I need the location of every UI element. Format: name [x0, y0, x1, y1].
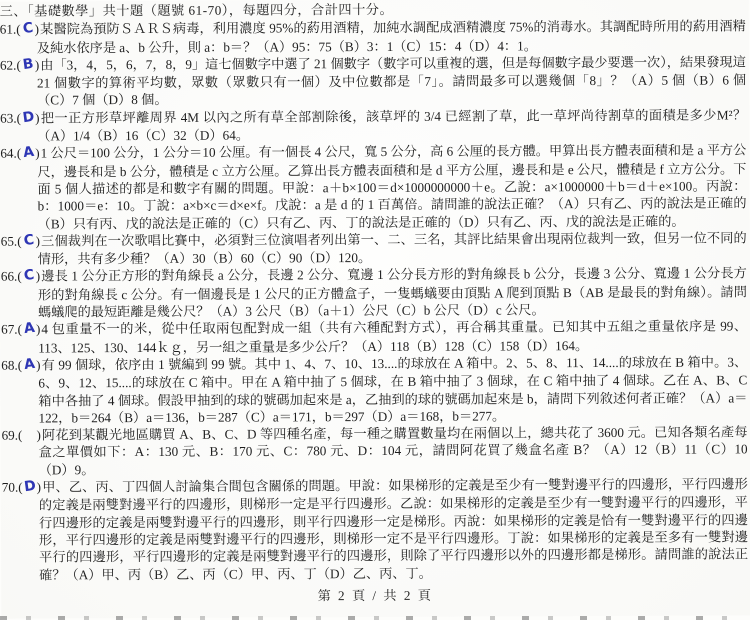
question-65 [1, 229, 747, 268]
question-63 [0, 106, 746, 145]
answer-paren-close: ) [34, 57, 41, 73]
handwritten-answer: A [22, 144, 35, 162]
question-66 [1, 265, 747, 321]
answer-paren-open: ( [18, 427, 24, 443]
question-text: 阿花到某觀光地區購買 A、B、C、D 等四種名產，每一種之購置數量均在兩個以上，總共花了 3600 元。已知各類名產每盒之單價如下：A：130 元、B：170 元、C：780 元、D：104 元，請問阿花買了幾盒名產 B？（A）12（B）11（C）10（D）9。 [38, 424, 748, 478]
handwritten-answer: C [22, 267, 36, 285]
answer-paren-open: ( [17, 233, 23, 249]
question-text: 邊長 1 公分正方形的對角線長 a 公分，長邊 2 公分、寬邊 1 公分長方形的對角線長 b 公分，長邊 3 公分、寬邊 1 公分長方形的對角線長 c 公分。有一個邊長是 1 公尺的正方體盒子，一隻螞蟻要由頂點 A 爬到頂點 B（AB 是最長的對角線）。請問螞蟻爬的最短距離是幾公尺？（A）3 公尺（B）（a＋1）公尺（C）b 公尺（D）c 公尺。 [37, 265, 747, 320]
answer-paren-close: ) [36, 427, 42, 443]
question-number: 70. [1, 479, 19, 495]
question-number: 61. [0, 21, 17, 37]
answer-paren-close: ) [36, 357, 42, 373]
answer-paren-close: ) [36, 479, 43, 495]
page-footer: 第 2 頁 / 共 2 頁 [317, 587, 433, 604]
handwritten-answer: A [22, 320, 36, 338]
question-number: 69. [1, 427, 19, 443]
question-67 [1, 318, 747, 357]
question-text: 把一正方形草坪離周界 4M 以內之所有草全部割除後，該草坪的 3/4 已經割了草，此一草坪尚待割草的面積是多少M²？（A）1/4（B）16（C）32（D）64。 [37, 107, 747, 144]
handwritten-answer: C [22, 231, 35, 249]
question-text: 某醫院為預防ＳＡＲＳ病毒，利用濃度 95%的葯用酒精，加純水調配成酒精濃度 75%的消毒水。其調配時所用的葯用酒精及純水依序是 a、b 公升，則 a：b＝？（A）95：75（B）3：1（C）15：4（D）4：1。 [36, 18, 746, 56]
question-text: 甲、乙、丙、丁四個人討論集合間包含關係的問題。甲說：如果梯形的定義是至少有一雙對邊平行的四邊形，平行四邊形的定義是兩雙對邊平行的四邊形，則梯形一定是平行四邊形。乙說：如果梯形的定義是至少有一雙對邊平行的四邊形，平行四邊形的定義是兩雙對邊平行的四邊形，則平行四邊形一定是梯形。丙說：如果梯形的定義是恰有一雙對邊平行的四邊形，平行四邊形的定義是兩雙對邊平行的四邊形，則梯形一定不是平行四邊形。丁說：如果梯形的定義是至多有一雙對邊平行的四邊形，平行四邊形的定義是兩雙對邊平行的四邊形，則除了平行四邊形以外的四邊形都是梯形。請問誰的說法正確？（A）甲、丙（B）乙、丙（C）甲、丙、丁（D）乙、丙、丁。 [38, 476, 749, 582]
question-text: 由「3，4，5，6，7，8，9」這七個數字中選了 21 個數字（數字可以重複的選，但是每個數字最少要選一次），結果發現這 21 個數字的算術平均數，眾數（眾數只有一個）及中位數都是「7」。請問最多可以選幾個「8」？（A）5 個（B）6 個（C）7 個（D）8 個。 [36, 54, 747, 108]
answer-paren-close: ) [35, 145, 41, 161]
answer-paren-open: ( [16, 21, 22, 37]
question-70 [2, 475, 748, 583]
answer-paren-open: ( [17, 357, 24, 373]
handwritten-answer: A [23, 355, 36, 374]
handwritten-answer: D [23, 477, 37, 496]
answer-paren-open: ( [17, 268, 23, 285]
answer-paren-open: ( [18, 479, 24, 495]
answer-paren-close: ) [35, 233, 42, 249]
question-69 [2, 424, 748, 479]
section-header: 三、「基礎數學」共十題（題號 61-70），每題四分，合計四十分。 [0, 1, 394, 19]
question-number: 65. [0, 233, 18, 249]
question-62 [0, 53, 746, 109]
answer-paren-open: ( [16, 145, 23, 161]
handwritten-answer: C [21, 20, 35, 38]
handwritten-answer: B [21, 55, 35, 74]
scan-bottom-edge-artifact [0, 616, 750, 620]
question-number: 67. [1, 321, 18, 337]
question-number: 68. [1, 357, 18, 373]
answer-paren-open: ( [16, 57, 22, 73]
question-number: 64. [0, 145, 17, 162]
answer-paren-close: ) [34, 21, 41, 37]
handwritten-answer: D [21, 108, 36, 126]
question-number: 62. [0, 57, 17, 73]
question-64 [0, 142, 746, 233]
question-number: 63. [0, 110, 17, 126]
question-number: 66. [0, 269, 18, 285]
question-68 [1, 353, 747, 426]
question-text: 有 99 個球，依序由 1 號編到 99 號。其中 1、4、7、10、13....的球放在 A 箱中。2、5、8、11、14....的球放在 B 箱中。3、6、9、12、15....的球放在 C 箱中。甲在 A 箱中抽了 5 個球，在 B 箱中抽了 3 個球，在 C 箱中抽了 4 個球。乙在 A、B、C 箱中各抽了 4 個球。假設甲抽到的球的號碼加起來是 a，乙抽到的球的號碼加起來是 b，請問下列敘述何者正確？（A）a＝122，b＝264（B）a＝136，b＝287（C）a＝171，b＝297（D）a＝168，b＝277。 [38, 354, 748, 426]
handwritten-answer-blank [23, 438, 36, 440]
question-61 [0, 18, 746, 57]
answer-paren-open: ( [16, 110, 23, 126]
answer-paren-close: ) [35, 321, 42, 337]
question-text: 1 公尺＝100 公分，1 公分＝10 公厘。有一個長 4 公尺，寬 5 公分，高 6 公厘的長方體。甲算出長方體表面積和是 a 平方公尺，邊長和是 b 公分，體積是 c 立方公厘。乙算出長方體表面積和是 d 平方公厘，邊長和是 e 公尺，體積是 f 立方公分。下面 5 個人描述的都是和數字有關的問題。甲說：a＋b×100＝d×1000000000＋e。乙說：a×1000000＋b＝d＋e×100。丙說：b：1000＝e：10。丁說：a×b×c＝d×e×f。戊說：a 是 d 的 1 百萬倍。請問誰的說法正確？（A）只有乙、丙的說法是正確的（B）只有丙、戊的說法是正確的（C）只有乙、丙、丁的說法是正確的（D）只有乙、丙、戊的說法是正確的。 [37, 142, 747, 232]
question-text: 三個裁判在一次歌唱比賽中，必須對三位演唱者列出第一、二、三名，其評比結果會出現兩位裁判一致，但另一位不同的情形，共有多少種？（A）30（B）60（C）90（D）120。 [37, 230, 747, 267]
answer-paren-close: ) [35, 110, 41, 126]
answer-paren-open: ( [17, 321, 24, 337]
answer-paren-close: ) [35, 268, 42, 284]
question-text: 4 包重量不一的米，從中任取兩包配對成一組（共有六種配對方式），再合稱其重量。已知其中五組之重量依序是 99、113、125、130、144ｋｇ，另一組之重量是多少公斤？（A）118（B）128（C）158（D）164。 [38, 318, 748, 356]
